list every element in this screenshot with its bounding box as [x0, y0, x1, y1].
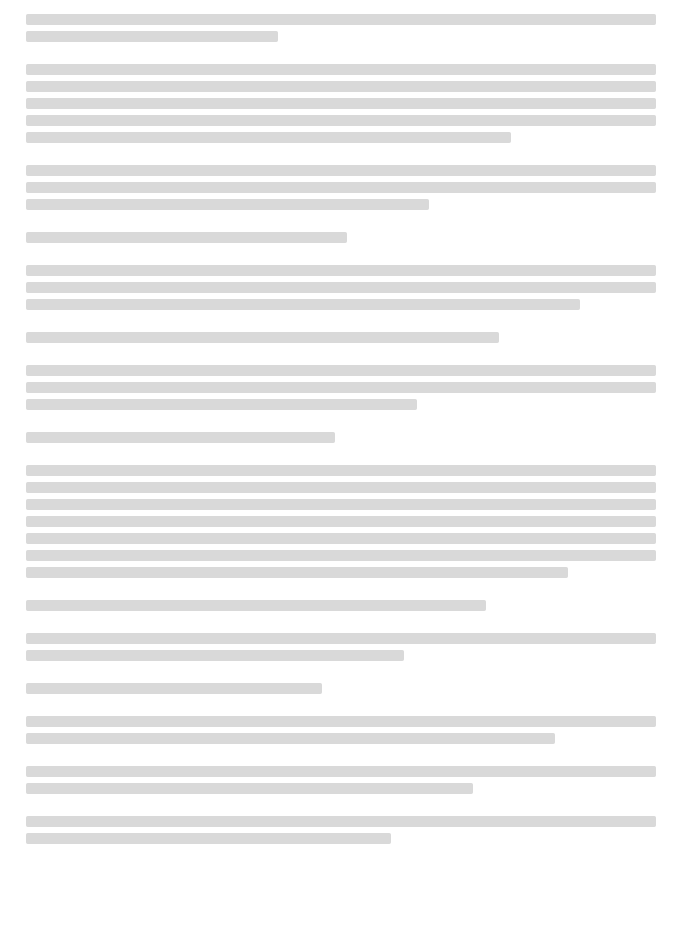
text-line-redacted [26, 733, 555, 744]
text-line-redacted [26, 783, 473, 794]
text-line-redacted [26, 716, 656, 727]
text-line-redacted [26, 600, 486, 611]
text-line-redacted [26, 182, 656, 193]
text-line-redacted [26, 31, 278, 42]
paragraph [26, 232, 656, 243]
text-line-redacted [26, 165, 656, 176]
paragraph [26, 332, 656, 343]
text-line-redacted [26, 567, 568, 578]
text-line-redacted [26, 399, 417, 410]
text-line-redacted [26, 516, 656, 527]
paragraph [26, 64, 656, 143]
paragraph [26, 165, 656, 210]
text-line-redacted [26, 332, 499, 343]
text-line-redacted [26, 265, 656, 276]
text-line-redacted [26, 499, 656, 510]
paragraph [26, 683, 656, 694]
text-line-redacted [26, 465, 656, 476]
text-line-redacted [26, 299, 580, 310]
text-line-redacted [26, 533, 656, 544]
paragraph [26, 365, 656, 410]
text-line-redacted [26, 365, 656, 376]
text-line-redacted [26, 382, 656, 393]
paragraph [26, 766, 656, 794]
paragraph [26, 716, 656, 744]
text-line-redacted [26, 115, 656, 126]
paragraph [26, 600, 656, 611]
text-line-redacted [26, 14, 656, 25]
text-line-redacted [26, 650, 404, 661]
paragraph [26, 465, 656, 578]
text-line-redacted [26, 98, 656, 109]
text-line-redacted [26, 282, 656, 293]
text-line-redacted [26, 816, 656, 827]
text-line-redacted [26, 833, 391, 844]
text-line-redacted [26, 199, 429, 210]
paragraph [26, 14, 656, 42]
text-line-redacted [26, 132, 511, 143]
text-line-redacted [26, 550, 656, 561]
text-line-redacted [26, 766, 656, 777]
text-line-redacted [26, 633, 656, 644]
paragraph [26, 633, 656, 661]
paragraph [26, 265, 656, 310]
document-body [26, 8, 656, 866]
text-line-redacted [26, 432, 335, 443]
text-line-redacted [26, 482, 656, 493]
text-line-redacted [26, 81, 656, 92]
text-line-redacted [26, 232, 347, 243]
paragraph [26, 432, 656, 443]
text-line-redacted [26, 64, 656, 75]
paragraph [26, 816, 656, 844]
text-line-redacted [26, 683, 322, 694]
